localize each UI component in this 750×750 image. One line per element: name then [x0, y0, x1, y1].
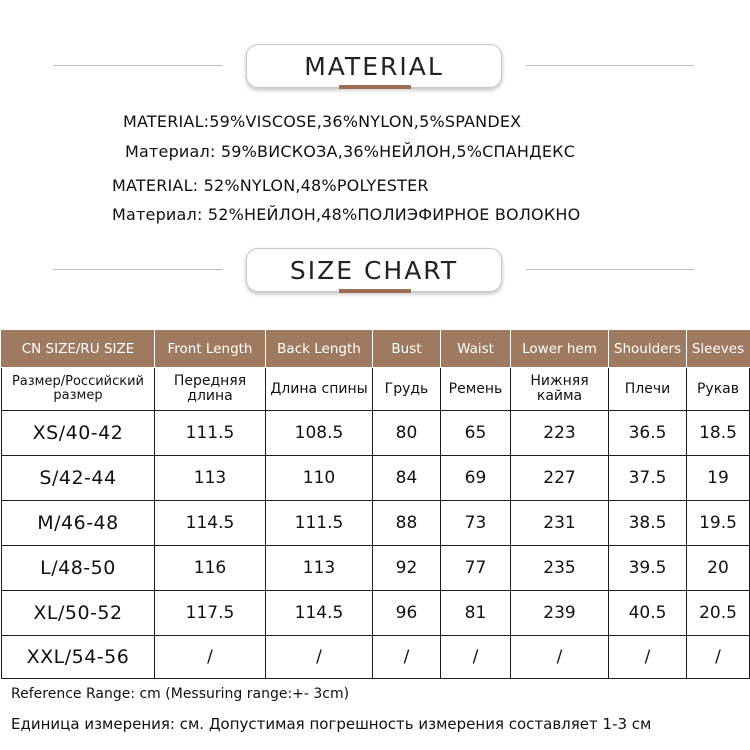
table-cell: M/46-48 [2, 501, 155, 546]
table-cell: 73 [441, 501, 511, 546]
table-cell: 39.5 [609, 546, 687, 591]
table-cell: 108.5 [266, 411, 373, 456]
reference-range-note: Reference Range: cm (Messuring range:+- 3cm) [11, 686, 350, 702]
table-cell: 20.5 [687, 591, 750, 636]
material-value: 59%ВИСКОЗА,36%НЕЙЛОН,5%СПАНДЕКС [220, 142, 576, 161]
material-line [112, 176, 429, 195]
reference-range-note-ru: Единица измерения: см. Допустимая погрешность измерения составляет 1-3 см [11, 715, 652, 733]
column-header: Lower hem [511, 331, 609, 368]
size-chart-section-header [0, 248, 750, 292]
table-cell: 114.5 [266, 591, 373, 636]
column-header: Front Length [155, 331, 266, 368]
material-line [112, 205, 580, 224]
column-header-ru: Ремень [441, 368, 511, 411]
column-header-ru: Рукав [687, 368, 750, 411]
table-cell: 96 [373, 591, 441, 636]
table-cell: 88 [373, 501, 441, 546]
table-row [2, 411, 750, 456]
table-cell: S/42-44 [2, 456, 155, 501]
table-row [2, 591, 750, 636]
table-cell: 111.5 [266, 501, 373, 546]
table-cell: 231 [511, 501, 609, 546]
table-cell: 113 [155, 456, 266, 501]
table-cell: 38.5 [609, 501, 687, 546]
table-cell: / [155, 636, 266, 679]
column-header-ru: Грудь [373, 368, 441, 411]
column-header: Bust [373, 331, 441, 368]
column-header: Shoulders [609, 331, 687, 368]
material-label: MATERIAL: [123, 112, 210, 131]
table-cell: 239 [511, 591, 609, 636]
divider-line [526, 269, 694, 270]
divider-line [53, 269, 223, 270]
column-header: Back Length [266, 331, 373, 368]
table-cell: 19.5 [687, 501, 750, 546]
table-cell: 77 [441, 546, 511, 591]
table-cell: 116 [155, 546, 266, 591]
table-cell: L/48-50 [2, 546, 155, 591]
table-cell: 80 [373, 411, 441, 456]
column-header: CN SIZE/RU SIZE [2, 331, 155, 368]
divider-line [53, 65, 223, 66]
material-line [125, 142, 575, 161]
material-section-header [0, 44, 750, 88]
column-header-ru: Длина спины [266, 368, 373, 411]
column-header: Waist [441, 331, 511, 368]
table-cell: 19 [687, 456, 750, 501]
table-cell: 110 [266, 456, 373, 501]
material-line [123, 112, 521, 131]
table-header-row [2, 331, 750, 368]
table-cell: 113 [266, 546, 373, 591]
table-cell: 37.5 [609, 456, 687, 501]
table-row [2, 636, 750, 679]
table-cell: XXL/54-56 [2, 636, 155, 679]
table-cell: / [373, 636, 441, 679]
column-header: Sleeves [687, 331, 750, 368]
table-cell: 111.5 [155, 411, 266, 456]
table-cell: 81 [441, 591, 511, 636]
table-cell: XL/50-52 [2, 591, 155, 636]
table-row [2, 501, 750, 546]
table-row [2, 546, 750, 591]
size-chart-title: SIZE CHART [246, 248, 502, 292]
material-value: 52%НЕЙЛОН,48%ПОЛИЭФИРНОЕ ВОЛОКНО [207, 205, 581, 224]
material-label: MATERIAL: [112, 176, 199, 195]
divider-line [526, 65, 694, 66]
table-cell: / [511, 636, 609, 679]
table-cell: 20 [687, 546, 750, 591]
material-value: 52%NYLON,48%POLYESTER [203, 176, 429, 195]
material-value: 59%VISCOSE,36%NYLON,5%SPANDEX [209, 112, 522, 131]
table-cell: 92 [373, 546, 441, 591]
table-cell: 227 [511, 456, 609, 501]
material-title: MATERIAL [246, 44, 502, 88]
table-header-row-ru [2, 368, 750, 411]
column-header-ru: Нижняя кайма [511, 368, 609, 411]
title-accent-bar [339, 85, 411, 89]
table-cell: / [441, 636, 511, 679]
column-header-ru: Размер/Российский размер [2, 368, 155, 411]
table-row [2, 456, 750, 501]
column-header-ru: Плечи [609, 368, 687, 411]
table-cell: XS/40-42 [2, 411, 155, 456]
table-cell: 65 [441, 411, 511, 456]
table-cell: 223 [511, 411, 609, 456]
table-cell: / [266, 636, 373, 679]
table-cell: 36.5 [609, 411, 687, 456]
table-cell: 235 [511, 546, 609, 591]
size-chart-table [1, 330, 750, 679]
table-cell: 117.5 [155, 591, 266, 636]
table-cell: 114.5 [155, 501, 266, 546]
table-cell: 69 [441, 456, 511, 501]
table-cell: / [609, 636, 687, 679]
material-label: Материал: [112, 205, 203, 224]
table-cell: 40.5 [609, 591, 687, 636]
title-accent-bar [339, 289, 411, 293]
table-cell: 18.5 [687, 411, 750, 456]
column-header-ru: Передняя длина [155, 368, 266, 411]
material-label: Материал: [125, 142, 216, 161]
table-cell: 84 [373, 456, 441, 501]
table-cell: / [687, 636, 750, 679]
